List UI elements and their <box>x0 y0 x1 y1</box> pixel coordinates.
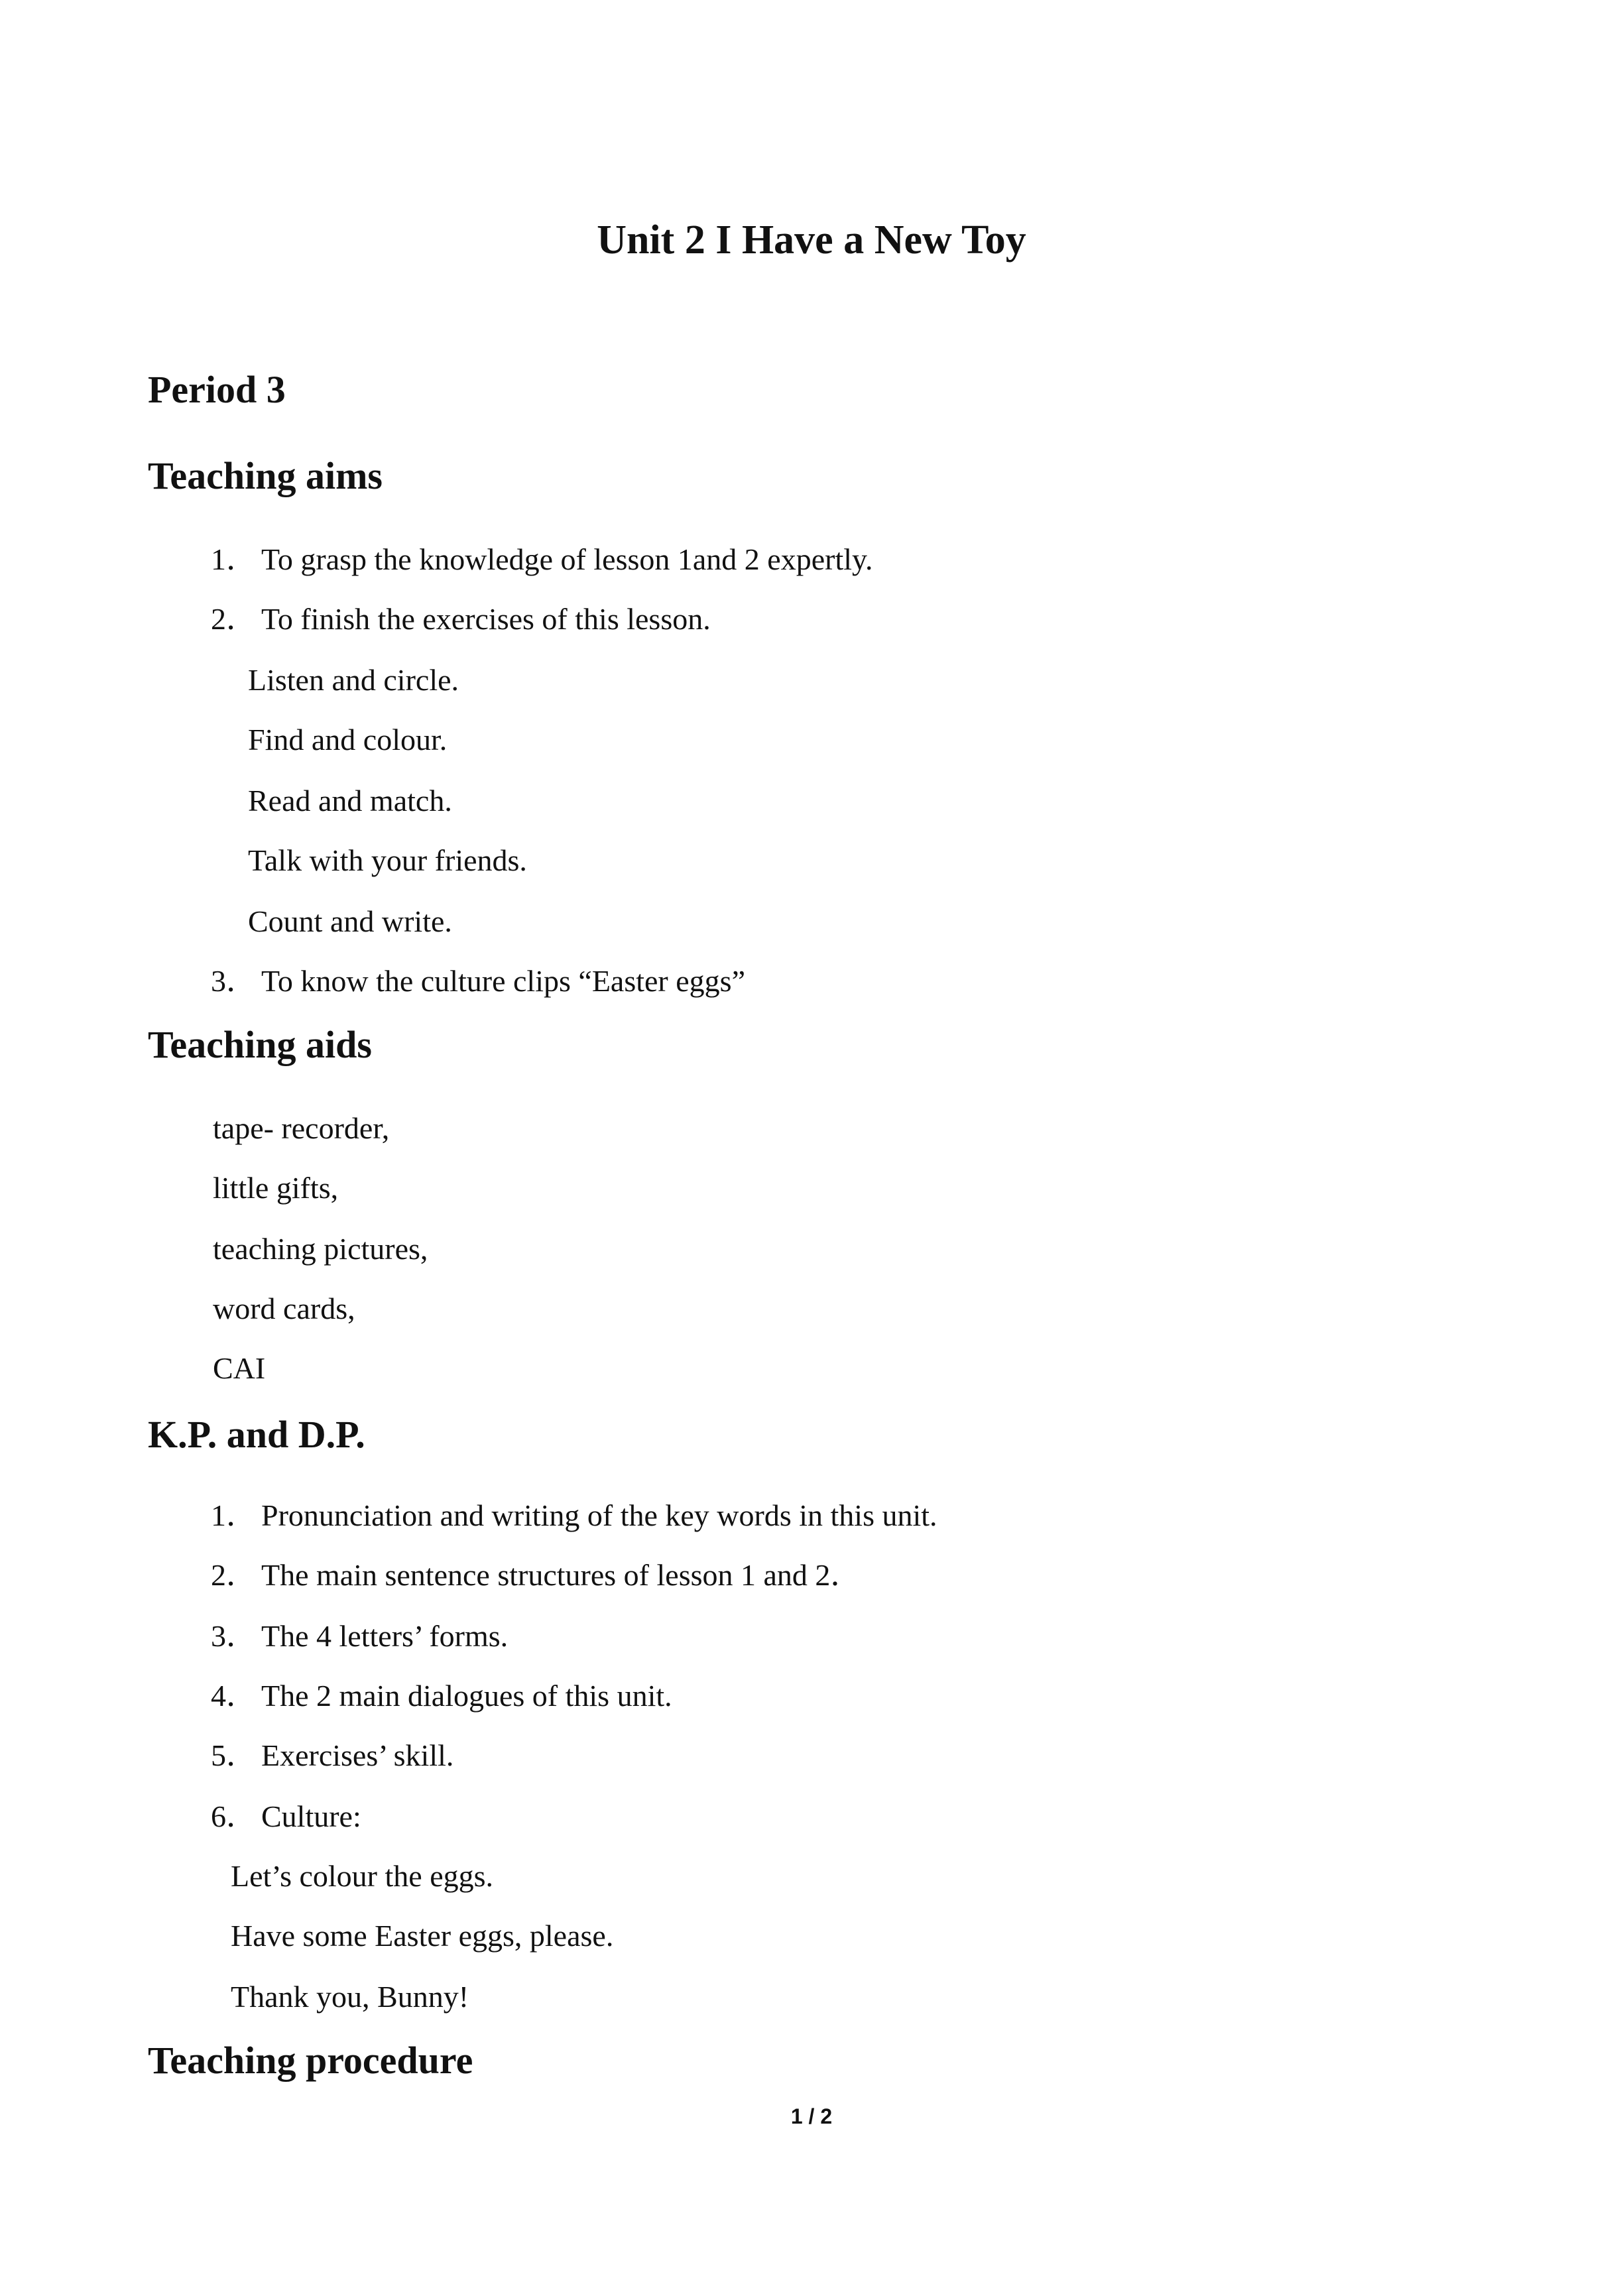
aim-number-3: 3． <box>211 964 257 998</box>
kp-number-3: 3． <box>211 1619 257 1653</box>
kp-number-1: 1． <box>211 1498 257 1532</box>
teaching-aims-heading: Teaching aims <box>148 454 383 497</box>
kp-number-5: 5． <box>211 1738 257 1772</box>
culture-line-easter-eggs: Have some Easter eggs, please. <box>231 1919 614 1953</box>
page-number: 1 / 2 <box>790 2104 833 2128</box>
exercise-item-find: Find and colour. <box>248 723 448 756</box>
aid-item-tape-recorder: tape- recorder, <box>213 1111 390 1145</box>
aid-item-word-cards: word cards, <box>213 1292 355 1325</box>
kp-text-1: Pronunciation and writing of the key words in this unit. <box>261 1498 937 1532</box>
kp-text-5: Exercises’ skill. <box>261 1738 454 1772</box>
kp-text-4: The 2 main dialogues of this unit. <box>261 1679 672 1713</box>
exercise-item-read: Read and match. <box>248 784 452 817</box>
kp-dp-heading: K.P. and D.P. <box>148 1413 365 1456</box>
kp-number-4: 4． <box>211 1679 257 1713</box>
aim-number-1: 1． <box>211 542 257 576</box>
kp-text-3: The 4 letters’ forms. <box>261 1619 509 1653</box>
aim-number-2: 2． <box>211 602 257 636</box>
kp-item-1 <box>211 1496 937 1536</box>
culture-line-thank-you: Thank you, Bunny! <box>231 1980 469 2014</box>
kp-number-6: 6． <box>211 1799 257 1833</box>
aim-item-1 <box>211 540 873 579</box>
aid-item-pictures: teaching pictures, <box>213 1232 428 1266</box>
culture-line-colour: Let’s colour the eggs. <box>231 1859 494 1893</box>
kp-item-3 <box>211 1616 508 1656</box>
aim-text-3: To know the culture clips “Easter eggs” <box>261 964 745 998</box>
exercise-item-talk: Talk with your friends. <box>248 843 527 877</box>
aim-item-3 <box>211 961 745 1001</box>
aid-item-gifts: little gifts, <box>213 1171 339 1205</box>
teaching-procedure-heading: Teaching procedure <box>148 2039 473 2082</box>
aim-item-2 <box>211 599 711 639</box>
kp-item-5 <box>211 1736 453 1776</box>
kp-item-6 <box>211 1797 361 1837</box>
aid-item-cai: CAI <box>213 1351 266 1385</box>
kp-item-4 <box>211 1676 672 1716</box>
document-title: Unit 2 I Have a New Toy <box>597 217 1026 263</box>
kp-text-6: Culture: <box>261 1799 361 1833</box>
exercise-item-count: Count and write. <box>248 904 452 938</box>
period-heading: Period 3 <box>148 368 286 411</box>
kp-item-2 <box>211 1555 861 1595</box>
kp-number-2: 2． <box>211 1558 257 1592</box>
aim-text-1: To grasp the knowledge of lesson 1and 2 expertly. <box>261 542 873 576</box>
kp-text-2: The main sentence structures of lesson 1 and 2． <box>261 1558 861 1592</box>
exercise-item-listen: Listen and circle. <box>248 663 459 697</box>
teaching-aids-heading: Teaching aids <box>148 1023 372 1066</box>
aim-text-2: To finish the exercises of this lesson. <box>261 602 711 636</box>
